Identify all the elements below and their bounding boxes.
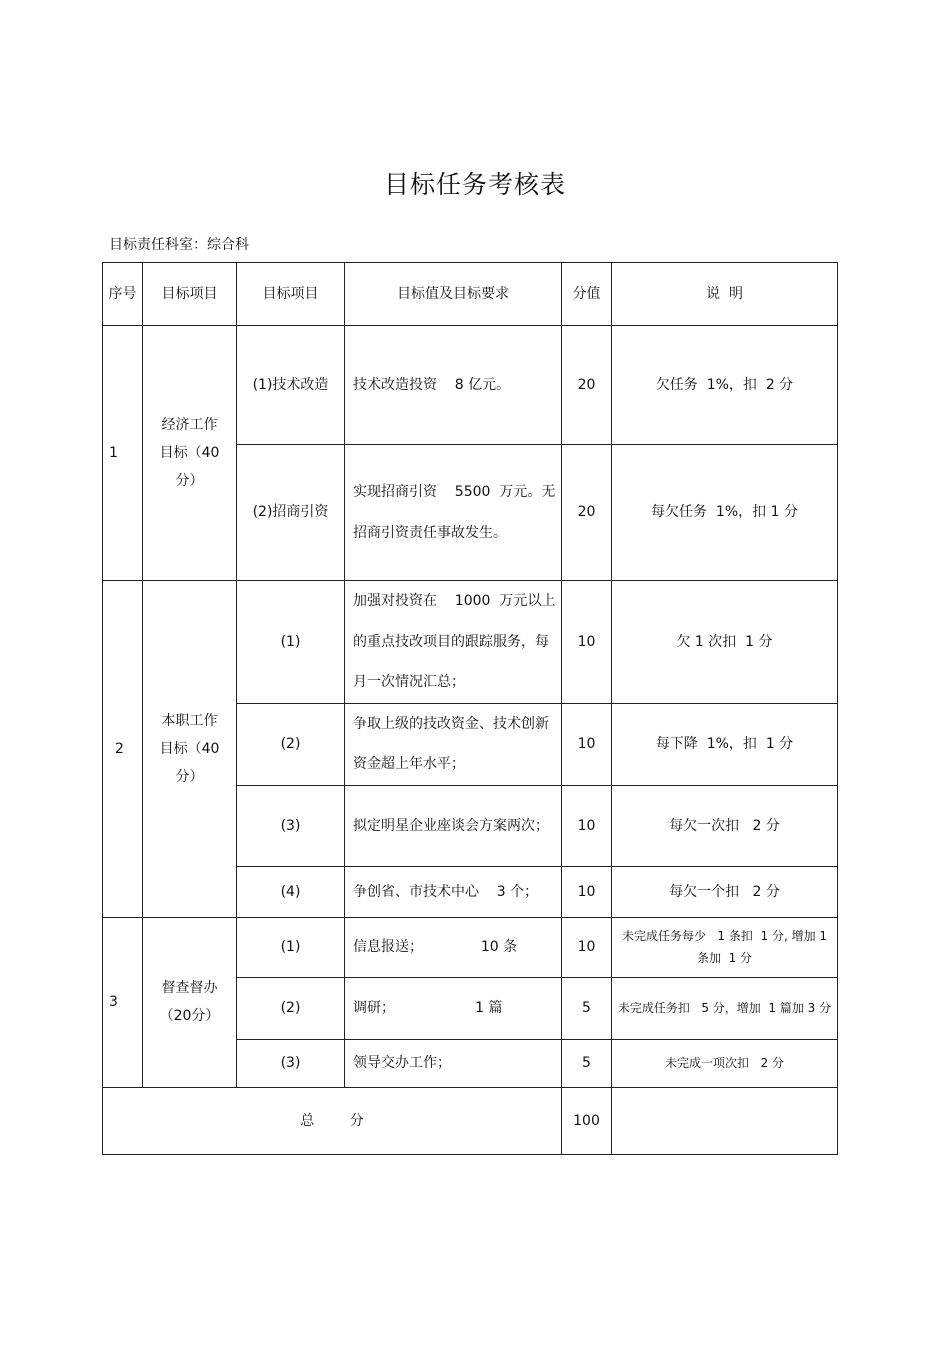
department-label: 目标责任科室：综合科 [109, 237, 249, 253]
score-cell: 5 [562, 1039, 612, 1087]
score-cell: 20 [562, 445, 612, 581]
score-cell: 10 [562, 866, 612, 917]
note-cell: 未完成任务每少 1 条扣 1 分, 增加 1 条加 1 分 [612, 917, 838, 977]
total-label: 总 分 [103, 1087, 562, 1154]
group-seq: 1 [103, 326, 143, 581]
note-cell: 未完成任务扣 5 分，增加 1 篇加 3 分 [612, 977, 838, 1039]
requirement-cell: 实现招商引资 5500 万元。无招商引资责任事故发生。 [345, 445, 562, 581]
item-cell: (1) [237, 581, 345, 704]
note-cell: 每欠一次扣 2 分 [612, 785, 838, 866]
item-cell: (1) [237, 917, 345, 977]
score-cell: 10 [562, 917, 612, 977]
header-score: 分值 [562, 263, 612, 326]
note-cell: 未完成一项次扣 2 分 [612, 1039, 838, 1087]
group-seq: 3 [103, 917, 143, 1087]
score-cell: 10 [562, 581, 612, 704]
table-row [103, 326, 838, 445]
score-cell: 20 [562, 326, 612, 445]
table-header-row [103, 263, 838, 326]
header-note: 说 明 [612, 263, 838, 326]
group-category: 经济工作目标（40分） [143, 326, 237, 581]
header-category: 目标项目 [143, 263, 237, 326]
item-cell: (2)招商引资 [237, 445, 345, 581]
requirement-cell: 拟定明星企业座谈会方案两次； [345, 785, 562, 866]
note-cell: 每下降 1%，扣 1 分 [612, 703, 838, 785]
item-cell: (3) [237, 785, 345, 866]
requirement-cell: 调研； 1 篇 [345, 977, 562, 1039]
header-item: 目标项目 [237, 263, 345, 326]
requirement-cell: 信息报送； 10 条 [345, 917, 562, 977]
score-cell: 10 [562, 785, 612, 866]
total-row [103, 1087, 838, 1154]
note-cell: 每欠任务 1%，扣 1 分 [612, 445, 838, 581]
requirement-cell: 技术改造投资 8 亿元。 [345, 326, 562, 445]
group-seq: 2 [103, 581, 143, 918]
item-cell: (2) [237, 977, 345, 1039]
header-requirement: 目标值及目标要求 [345, 263, 562, 326]
table-row [103, 581, 838, 704]
table-row [103, 917, 838, 977]
item-cell: (2) [237, 703, 345, 785]
requirement-cell: 争取上级的技改资金、技术创新资金超上年水平； [345, 703, 562, 785]
note-cell: 欠 1 次扣 1 分 [612, 581, 838, 704]
item-cell: (4) [237, 866, 345, 917]
total-note [612, 1087, 838, 1154]
group-category: 督查督办（20分） [143, 917, 237, 1087]
header-seq: 序号 [103, 263, 143, 326]
total-score: 100 [562, 1087, 612, 1154]
item-cell: (3) [237, 1039, 345, 1087]
page-title: 目标任务考核表 [383, 170, 566, 199]
note-cell: 欠任务 1%，扣 2 分 [612, 326, 838, 445]
requirement-cell: 争创省、市技术中心 3 个； [345, 866, 562, 917]
note-cell: 每欠一个扣 2 分 [612, 866, 838, 917]
assessment-table [102, 262, 838, 1155]
score-cell: 5 [562, 977, 612, 1039]
requirement-cell: 加强对投资在 1000 万元以上的重点技改项目的跟踪服务，每月一次情况汇总； [345, 581, 562, 704]
item-cell: (1)技术改造 [237, 326, 345, 445]
group-category: 本职工作目标（40分） [143, 581, 237, 918]
requirement-cell: 领导交办工作； [345, 1039, 562, 1087]
score-cell: 10 [562, 703, 612, 785]
